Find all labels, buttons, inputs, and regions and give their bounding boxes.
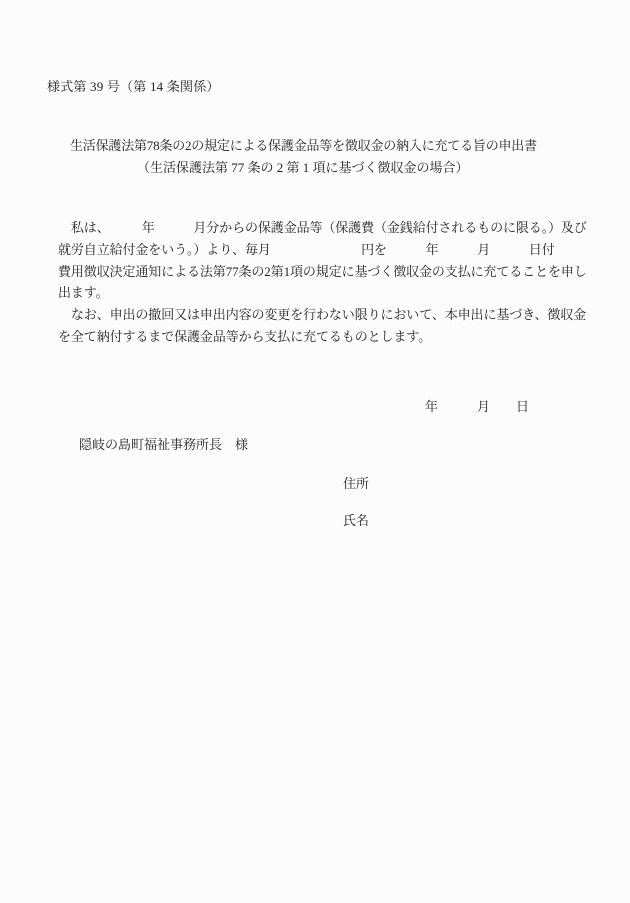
form-number: 様式第 39 号（第 14 条関係） [47, 79, 220, 94]
name-label: 氏名 [343, 513, 370, 528]
body-line-1: 私は、 年 月分からの保護金品等（保護費（金銭給付されるものに限る。）及び [58, 220, 587, 235]
body-line-3: 費用徴収決定通知による法第77条の2第1項の規定に基づく徴収金の支払に充てることを申し [58, 263, 587, 279]
body-line-4: 出ます。 [58, 285, 109, 301]
document-subtitle: （生活保護法第 77 条の 2 第 1 項に基づく徴収金の場合） [137, 160, 469, 175]
addressee: 隠岐の島町福祉事務所長 様 [79, 437, 249, 452]
body-paragraph [58, 217, 598, 348]
body-line-5: なお、申出の撤回又は申出内容の変更を行わない限りにおいて、本申出に基づき、徴収金 [58, 307, 587, 323]
body-line-6: を全て納付するまで保護金品等から支払に充てるものとします。 [58, 328, 432, 344]
date-line: 年 月 日 [425, 399, 530, 414]
body-line-2: 就労自立給付金をいう。）より、毎月 円を 年 月 日付 [58, 241, 555, 257]
document-title: 生活保護法第78条の2の規定による保護金品等を徴収金の納入に充てる旨の申出書 [70, 138, 537, 153]
address-label: 住所 [343, 476, 370, 491]
